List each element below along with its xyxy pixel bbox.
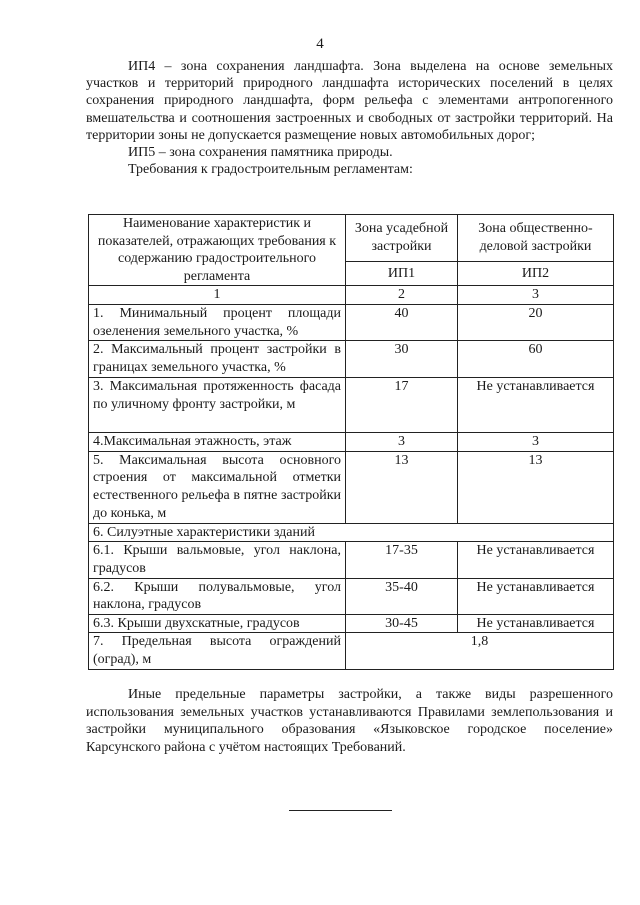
- row-label: 7. Предельная высота ограждений (оград), м: [93, 634, 341, 667]
- table-row: [89, 614, 614, 633]
- row-value-ip2: 3: [458, 433, 614, 452]
- column-number-3: 3: [458, 286, 614, 305]
- row-label: 6.2. Крыши полувальмовые, угол наклона, градусов: [93, 579, 341, 613]
- table-row: [89, 578, 614, 614]
- intro-text: [86, 58, 613, 178]
- signature-divider: [289, 810, 392, 811]
- regulations-table: [88, 214, 614, 670]
- table-row: [89, 542, 614, 578]
- row-value-ip1: 30: [346, 341, 458, 378]
- closing-text: [86, 686, 613, 756]
- row-value-ip1: 3: [346, 433, 458, 452]
- table-row: [89, 304, 614, 340]
- row-value-ip2: Не устанавливается: [458, 378, 614, 433]
- row-label: 3. Максимальная протяженность фасада по уличному фронту застройки, м: [93, 379, 341, 412]
- table-row: [89, 451, 614, 523]
- page-number: 4: [316, 36, 324, 52]
- row-value-ip2: 13: [458, 451, 614, 523]
- paragraph-closing: Иные предельные параметры застройки, а также виды разрешенного использования земельных участков устанавливаются Правилами землепользования и застройки муниципального образования «Языковское городское поселение» Карсунского района с учётом настоящих Требований.: [86, 687, 613, 755]
- row-value-ip2: 20: [458, 304, 614, 340]
- header-code-ip1: ИП1: [346, 261, 458, 285]
- table-row: [89, 378, 614, 433]
- row-label: 6.3. Крыши двухскатные, градусов: [93, 615, 300, 631]
- header-zone-manor: Зона усадебной застройки: [346, 215, 458, 262]
- row-label: 1. Минимальный процент площади озеленения земельного участка, %: [93, 305, 341, 339]
- header-code-ip2: ИП2: [458, 261, 614, 285]
- row-value-ip1: 30-45: [346, 614, 458, 633]
- row-value-ip2: Не устанавливается: [458, 578, 614, 614]
- table-row: [89, 633, 614, 669]
- table-row: [89, 433, 614, 452]
- row-value-ip2: Не устанавливается: [458, 542, 614, 578]
- row-value-merged: 1,8: [346, 633, 614, 669]
- row-label: 6.1. Крыши вальмовые, угол наклона, градусов: [93, 543, 341, 576]
- row-label: 2. Максимальный процент застройки в границах земельного участка, %: [93, 342, 341, 375]
- row-label: 4.Максимальная этажность, этаж: [93, 434, 292, 450]
- row-value-ip1: 13: [346, 451, 458, 523]
- row-value-ip2: 60: [458, 341, 614, 378]
- row-value-ip1: 35-40: [346, 578, 458, 614]
- header-zone-public: Зона общественно-деловой застройки: [458, 215, 614, 262]
- paragraph-ip5: ИП5 – зона сохранения памятника природы.: [128, 145, 393, 161]
- row-section-label: 6. Силуэтные характеристики зданий: [89, 523, 614, 542]
- row-value-ip1: 17: [346, 378, 458, 433]
- column-number-1: 1: [89, 286, 346, 305]
- paragraph-requirements-heading: Требования к градостроительным регламентам:: [128, 162, 413, 178]
- row-value-ip1: 17-35: [346, 542, 458, 578]
- row-label: 5. Максимальная высота основного строения от максимальной отметки естественного рельефа в пятне застройки до конька, м: [93, 452, 341, 521]
- column-number-2: 2: [346, 286, 458, 305]
- table-row: [89, 341, 614, 378]
- paragraph-ip4: ИП4 – зона сохранения ландшафта. Зона выделена на основе земельных участков и территорий природного ландшафта исторических поселений в целях сохранения природного ландшафта, форм рельефа с элементами антропогенного вмешательства и соотношения застроенных и свободных от застройки территорий. На территории зоны не допускается размещение новых автомобильных дорог;: [86, 59, 613, 143]
- row-value-ip2: Не устанавливается: [458, 614, 614, 633]
- row-value-ip1: 40: [346, 304, 458, 340]
- header-characteristics: Наименование характеристик и показателей, отражающих требования к содержанию градостроительного регламента: [89, 215, 346, 286]
- table-row: [89, 523, 614, 542]
